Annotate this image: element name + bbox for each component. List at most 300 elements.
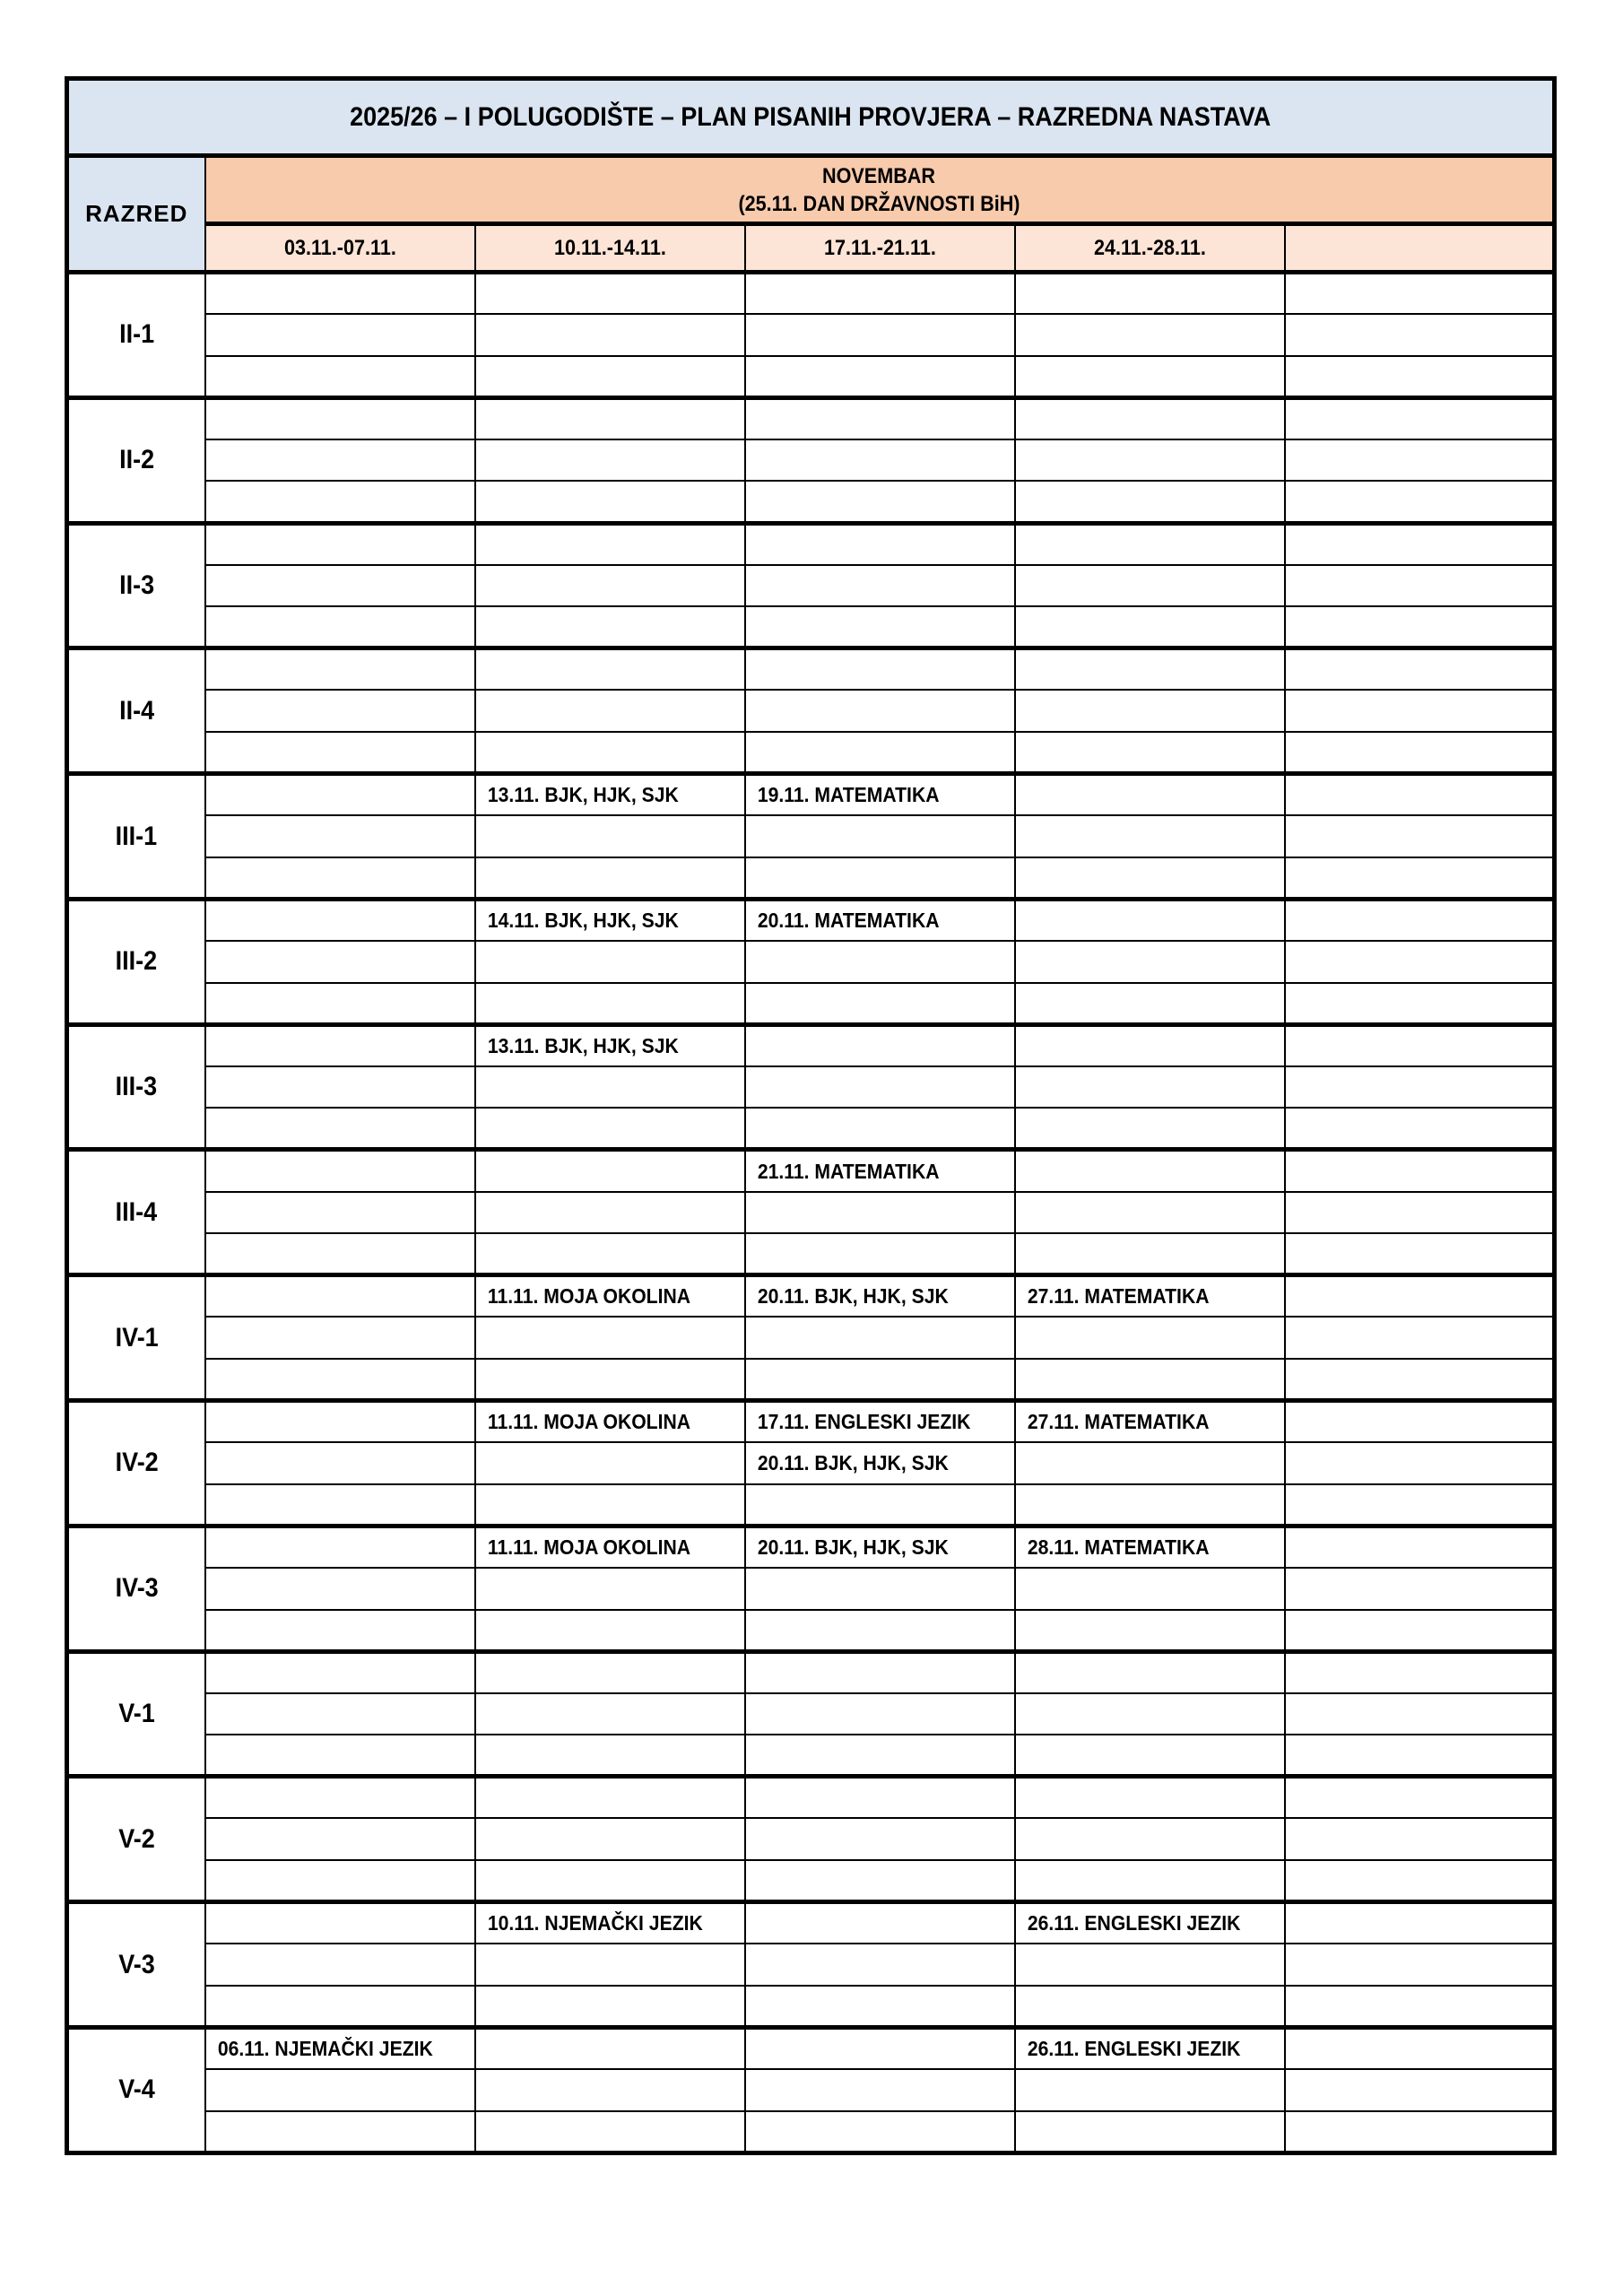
month-header-row [67,156,1555,224]
cell-II-1-week2-row2 [475,314,745,356]
test-entry: 20.11. BJK, HJK, SJK [757,1450,949,1474]
cell-III-3-week5-row3 [1285,1108,1555,1150]
cell-III-4-week3-row3 [745,1233,1015,1275]
cell-III-4-week4-row2 [1015,1192,1285,1234]
class-label-text: II-1 [118,319,154,350]
month-note: (25.11. DAN DRŽAVNOSTI BiH) [738,191,1020,216]
cell-II-2-week4-row3 [1015,481,1285,523]
cell-V-1-week2-row3 [475,1735,745,1777]
schedule-row-IV-2-1 [67,1401,1555,1443]
class-label-text: V-2 [117,1823,155,1854]
cell-III-3-week4-row2 [1015,1066,1285,1109]
cell-III-3-week3-row1 [745,1024,1015,1066]
test-entry: 06.11. NJEMAČKI JEZIK [217,2036,433,2060]
cell-II-1-week1-row3 [205,356,475,398]
cell-III-3-week2-row2 [475,1066,745,1109]
cell-IV-3-week4-row1 [1015,1526,1285,1568]
cell-V-3-week1-row3 [205,1986,475,2028]
schedule-row-V-2-2 [67,1818,1555,1860]
schedule-row-III-4-3 [67,1233,1555,1275]
cell-II-1-week5-row2 [1285,314,1555,356]
cell-II-3-week4-row3 [1015,606,1285,648]
test-entry: 14.11. BJK, HJK, SJK [487,908,679,932]
schedule-row-III-2-3 [67,983,1555,1025]
cell-IV-2-week1-row3 [205,1484,475,1526]
schedule-row-IV-1-1 [67,1275,1555,1318]
cell-IV-3-week2-row3 [475,1610,745,1652]
cell-III-3-week5-row2 [1285,1066,1555,1109]
class-label-text: V-3 [117,1949,155,1979]
class-label-III-4 [67,1150,205,1275]
class-label-III-3 [67,1024,205,1150]
cell-IV-1-week2-row2 [475,1317,745,1359]
cell-V-2-week3-row3 [745,1860,1015,1902]
cell-III-2-week3-row2 [745,941,1015,983]
schedule-row-V-2-1 [67,1777,1555,1819]
cell-III-2-week1-row2 [205,941,475,983]
cell-II-2-week3-row3 [745,481,1015,523]
class-label-II-4 [67,648,205,774]
schedule-row-III-1-3 [67,857,1555,900]
cell-II-4-week2-row2 [475,690,745,732]
cell-II-4-week3-row2 [745,690,1015,732]
cell-V-2-week5-row2 [1285,1818,1555,1860]
cell-II-1-week1-row2 [205,314,475,356]
cell-V-3-week4-row3 [1015,1986,1285,2028]
class-label-IV-3 [67,1526,205,1651]
week-header-2 [475,224,745,273]
cell-II-4-week2-row1 [475,648,745,691]
schedule-row-V-4-2 [67,2069,1555,2111]
cell-V-4-week5-row2 [1285,2069,1555,2111]
schedule-row-IV-1-3 [67,1359,1555,1401]
test-entry: 17.11. ENGLESKI JEZIK [757,1410,970,1434]
cell-II-3-week5-row2 [1285,565,1555,607]
test-entry: 28.11. MATEMATIKA [1027,1535,1210,1559]
cell-IV-2-week2-row2 [475,1442,745,1484]
cell-II-2-week1-row1 [205,397,475,439]
class-label-IV-1 [67,1275,205,1401]
cell-II-3-week3-row2 [745,565,1015,607]
cell-V-1-week3-row2 [745,1693,1015,1735]
schedule-row-III-1-1 [67,774,1555,816]
cell-II-4-week4-row1 [1015,648,1285,691]
cell-II-4-week2-row3 [475,732,745,774]
schedule-row-III-3-1 [67,1024,1555,1066]
test-entry: 11.11. MOJA OKOLINA [487,1535,690,1559]
schedule-row-IV-2-2 [67,1442,1555,1484]
class-label-text: II-3 [118,570,154,600]
cell-II-4-week4-row2 [1015,690,1285,732]
cell-IV-1-week3-row2 [745,1317,1015,1359]
schedule-row-V-4-1 [67,2027,1555,2069]
cell-IV-3-week3-row3 [745,1610,1015,1652]
schedule-row-III-4-1 [67,1150,1555,1192]
cell-III-2-week5-row2 [1285,941,1555,983]
class-label-text: III-4 [115,1196,158,1227]
cell-III-1-week4-row1 [1015,774,1285,816]
cell-IV-2-week4-row3 [1015,1484,1285,1526]
cell-III-3-week1-row3 [205,1108,475,1150]
cell-IV-3-week5-row1 [1285,1526,1555,1568]
month-header [205,156,1555,224]
cell-III-1-week1-row2 [205,815,475,857]
test-entry: 20.11. BJK, HJK, SJK [757,1535,949,1559]
class-label-III-1 [67,774,205,900]
cell-IV-1-week4-row1 [1015,1275,1285,1318]
cell-V-3-week1-row2 [205,1944,475,1986]
cell-IV-3-week1-row3 [205,1610,475,1652]
schedule-row-II-3-1 [67,523,1555,565]
cell-III-4-week4-row3 [1015,1233,1285,1275]
schedule-row-V-2-3 [67,1860,1555,1902]
written-tests-plan-table [65,76,1557,2155]
razred-column-header [67,156,205,273]
cell-II-3-week4-row1 [1015,523,1285,565]
cell-III-4-week2-row1 [475,1150,745,1192]
cell-III-3-week2-row1 [475,1024,745,1066]
test-entry: 10.11. NJEMAČKI JEZIK [487,1911,703,1935]
cell-II-4-week1-row1 [205,648,475,691]
cell-IV-2-week4-row2 [1015,1442,1285,1484]
cell-III-4-week3-row2 [745,1192,1015,1234]
test-entry: 26.11. ENGLESKI JEZIK [1027,2036,1240,2060]
cell-III-4-week1-row1 [205,1150,475,1192]
week-header-3-text: 17.11.-21.11. [823,235,936,260]
schedule-row-II-1-3 [67,356,1555,398]
cell-IV-2-week2-row1 [475,1401,745,1443]
schedule-row-II-1-2 [67,314,1555,356]
cell-V-1-week1-row3 [205,1735,475,1777]
cell-II-1-week3-row2 [745,314,1015,356]
cell-II-3-week2-row3 [475,606,745,648]
cell-II-1-week2-row3 [475,356,745,398]
cell-III-1-week1-row3 [205,857,475,900]
cell-II-3-week3-row3 [745,606,1015,648]
cell-V-1-week3-row3 [745,1735,1015,1777]
cell-II-3-week2-row1 [475,523,745,565]
cell-V-3-week3-row1 [745,1902,1015,1944]
cell-II-4-week5-row1 [1285,648,1555,691]
cell-IV-1-week1-row1 [205,1275,475,1318]
cell-IV-1-week4-row3 [1015,1359,1285,1401]
cell-V-3-week5-row2 [1285,1944,1555,1986]
cell-III-2-week2-row3 [475,983,745,1025]
cell-III-1-week5-row3 [1285,857,1555,900]
schedule-row-V-1-2 [67,1693,1555,1735]
week-header-1-text: 03.11.-07.11. [283,235,396,260]
class-label-text: II-2 [118,445,154,475]
schedule-row-II-2-3 [67,481,1555,523]
schedule-row-II-4-3 [67,732,1555,774]
test-entry: 26.11. ENGLESKI JEZIK [1027,1911,1240,1935]
test-entry: 20.11. BJK, HJK, SJK [757,1284,949,1309]
cell-V-2-week2-row3 [475,1860,745,1902]
cell-IV-1-week3-row3 [745,1359,1015,1401]
test-entry: 13.11. BJK, HJK, SJK [487,1033,679,1057]
cell-II-2-week3-row1 [745,397,1015,439]
cell-III-2-week4-row2 [1015,941,1285,983]
cell-IV-3-week1-row1 [205,1526,475,1568]
cell-III-1-week2-row3 [475,857,745,900]
cell-V-2-week2-row2 [475,1818,745,1860]
week-header-4-text: 24.11.-28.11. [1093,235,1206,260]
cell-V-3-week1-row1 [205,1902,475,1944]
cell-III-3-week2-row3 [475,1108,745,1150]
cell-IV-1-week5-row3 [1285,1359,1555,1401]
cell-II-4-week5-row3 [1285,732,1555,774]
schedule-row-III-1-2 [67,815,1555,857]
cell-IV-3-week4-row2 [1015,1568,1285,1610]
cell-IV-2-week3-row2 [745,1442,1015,1484]
cell-II-4-week3-row1 [745,648,1015,691]
cell-III-1-week4-row3 [1015,857,1285,900]
cell-III-2-week2-row1 [475,899,745,941]
cell-III-1-week4-row2 [1015,815,1285,857]
cell-IV-3-week5-row2 [1285,1568,1555,1610]
cell-II-2-week1-row2 [205,439,475,482]
test-entry: 19.11. MATEMATIKA [757,783,940,807]
class-label-III-2 [67,899,205,1024]
schedule-row-IV-3-2 [67,1568,1555,1610]
cell-III-4-week5-row2 [1285,1192,1555,1234]
cell-III-4-week4-row1 [1015,1150,1285,1192]
cell-III-2-week4-row1 [1015,899,1285,941]
cell-V-1-week1-row2 [205,1693,475,1735]
cell-V-4-week1-row1 [205,2027,475,2069]
cell-II-2-week2-row2 [475,439,745,482]
cell-IV-1-week1-row2 [205,1317,475,1359]
cell-V-2-week5-row3 [1285,1860,1555,1902]
cell-II-3-week5-row1 [1285,523,1555,565]
cell-V-4-week2-row1 [475,2027,745,2069]
week-header-3 [745,224,1015,273]
schedule-row-III-3-2 [67,1066,1555,1109]
cell-V-4-week1-row3 [205,2111,475,2153]
cell-III-4-week2-row3 [475,1233,745,1275]
cell-III-2-week5-row3 [1285,983,1555,1025]
razred-column-header-text: RAZRED [85,200,188,227]
cell-IV-3-week3-row2 [745,1568,1015,1610]
cell-III-4-week3-row1 [745,1150,1015,1192]
cell-V-4-week1-row2 [205,2069,475,2111]
cell-II-4-week1-row3 [205,732,475,774]
cell-III-1-week3-row1 [745,774,1015,816]
cell-III-4-week1-row3 [205,1233,475,1275]
cell-IV-3-week1-row2 [205,1568,475,1610]
cell-II-2-week1-row3 [205,481,475,523]
cell-II-3-week4-row2 [1015,565,1285,607]
cell-II-2-week2-row1 [475,397,745,439]
class-label-text: IV-1 [115,1322,159,1352]
cell-IV-3-week5-row3 [1285,1610,1555,1652]
cell-V-2-week5-row1 [1285,1777,1555,1819]
test-entry: 27.11. MATEMATIKA [1027,1284,1210,1309]
schedule-row-II-4-2 [67,690,1555,732]
cell-V-3-week2-row3 [475,1986,745,2028]
cell-II-3-week1-row1 [205,523,475,565]
test-entry: 21.11. MATEMATIKA [757,1159,940,1183]
schedule-row-IV-3-1 [67,1526,1555,1568]
cell-II-2-week5-row3 [1285,481,1555,523]
class-label-text: V-1 [117,1698,155,1728]
week-header-4 [1015,224,1285,273]
class-label-II-2 [67,397,205,523]
cell-V-4-week3-row2 [745,2069,1015,2111]
cell-III-3-week1-row2 [205,1066,475,1109]
test-entry: 20.11. MATEMATIKA [757,908,940,932]
class-label-text: V-4 [117,2074,155,2105]
cell-V-2-week1-row2 [205,1818,475,1860]
cell-II-2-week2-row3 [475,481,745,523]
cell-V-4-week4-row3 [1015,2111,1285,2153]
class-label-II-1 [67,273,205,398]
cell-II-1-week4-row3 [1015,356,1285,398]
cell-II-4-week1-row2 [205,690,475,732]
table-title [67,79,1555,156]
schedule-row-V-3-2 [67,1944,1555,1986]
cell-III-1-week2-row2 [475,815,745,857]
cell-IV-1-week4-row2 [1015,1317,1285,1359]
class-label-V-3 [67,1902,205,2028]
cell-V-2-week3-row1 [745,1777,1015,1819]
class-label-text: III-2 [115,946,158,977]
cell-II-1-week4-row2 [1015,314,1285,356]
test-entry: 27.11. MATEMATIKA [1027,1410,1210,1434]
cell-IV-2-week5-row3 [1285,1484,1555,1526]
cell-II-1-week3-row3 [745,356,1015,398]
cell-III-4-week5-row3 [1285,1233,1555,1275]
cell-III-2-week5-row1 [1285,899,1555,941]
schedule-row-III-2-2 [67,941,1555,983]
class-label-II-3 [67,523,205,648]
cell-II-4-week3-row3 [745,732,1015,774]
cell-IV-2-week4-row1 [1015,1401,1285,1443]
cell-III-3-week4-row1 [1015,1024,1285,1066]
cell-V-2-week3-row2 [745,1818,1015,1860]
cell-V-2-week4-row3 [1015,1860,1285,1902]
week-header-1 [205,224,475,273]
cell-III-2-week3-row3 [745,983,1015,1025]
cell-V-1-week5-row3 [1285,1735,1555,1777]
schedule-sheet [65,76,1557,2155]
cell-IV-2-week5-row2 [1285,1442,1555,1484]
cell-V-2-week2-row1 [475,1777,745,1819]
cell-II-1-week1-row1 [205,273,475,315]
cell-III-3-week4-row3 [1015,1108,1285,1150]
cell-V-3-week3-row3 [745,1986,1015,2028]
cell-IV-2-week1-row2 [205,1442,475,1484]
cell-IV-3-week3-row1 [745,1526,1015,1568]
cell-V-4-week5-row3 [1285,2111,1555,2153]
cell-II-3-week3-row1 [745,523,1015,565]
cell-II-2-week4-row1 [1015,397,1285,439]
cell-III-4-week2-row2 [475,1192,745,1234]
cell-V-4-week5-row1 [1285,2027,1555,2069]
cell-III-3-week5-row1 [1285,1024,1555,1066]
class-label-text: IV-3 [115,1573,159,1604]
class-label-text: III-1 [115,821,158,851]
cell-IV-2-week1-row1 [205,1401,475,1443]
week-header-5 [1285,224,1555,273]
cell-V-1-week4-row2 [1015,1693,1285,1735]
cell-V-3-week4-row1 [1015,1902,1285,1944]
table-title-text: 2025/26 – I POLUGODIŠTE – PLAN PISANIH PROVJERA – RAZREDNA NASTAVA [350,101,1271,132]
cell-V-3-week2-row1 [475,1902,745,1944]
cell-V-3-week5-row1 [1285,1902,1555,1944]
cell-II-2-week5-row1 [1285,397,1555,439]
cell-V-4-week2-row2 [475,2069,745,2111]
cell-II-4-week4-row3 [1015,732,1285,774]
class-label-V-4 [67,2027,205,2152]
cell-V-2-week1-row3 [205,1860,475,1902]
schedule-row-II-1-1 [67,273,1555,315]
class-label-text: IV-2 [115,1448,159,1478]
cell-V-3-week3-row2 [745,1944,1015,1986]
week-header-row [67,224,1555,273]
schedule-body [67,273,1555,2153]
cell-III-1-week5-row2 [1285,815,1555,857]
schedule-row-II-3-2 [67,565,1555,607]
schedule-row-II-3-3 [67,606,1555,648]
cell-V-3-week4-row2 [1015,1944,1285,1986]
schedule-row-IV-1-2 [67,1317,1555,1359]
cell-V-1-week4-row1 [1015,1651,1285,1693]
schedule-row-III-2-1 [67,899,1555,941]
week-header-2-text: 10.11.-14.11. [553,235,666,260]
test-entry: 11.11. MOJA OKOLINA [487,1410,690,1434]
cell-III-1-week1-row1 [205,774,475,816]
cell-III-2-week1-row1 [205,899,475,941]
cell-V-1-week2-row1 [475,1651,745,1693]
cell-II-4-week5-row2 [1285,690,1555,732]
cell-II-3-week1-row2 [205,565,475,607]
cell-II-1-week5-row3 [1285,356,1555,398]
schedule-row-IV-3-3 [67,1610,1555,1652]
cell-V-1-week3-row1 [745,1651,1015,1693]
cell-V-1-week5-row1 [1285,1651,1555,1693]
cell-V-1-week5-row2 [1285,1693,1555,1735]
cell-II-1-week2-row1 [475,273,745,315]
cell-III-1-week3-row2 [745,815,1015,857]
schedule-row-V-3-1 [67,1902,1555,1944]
class-label-IV-2 [67,1401,205,1526]
cell-II-1-week5-row1 [1285,273,1555,315]
cell-IV-1-week5-row1 [1285,1275,1555,1318]
schedule-row-V-3-3 [67,1986,1555,2028]
class-label-text: III-3 [115,1072,158,1102]
cell-IV-2-week3-row3 [745,1484,1015,1526]
cell-IV-1-week1-row3 [205,1359,475,1401]
cell-V-4-week2-row3 [475,2111,745,2153]
schedule-row-II-2-1 [67,397,1555,439]
cell-III-4-week5-row1 [1285,1150,1555,1192]
cell-IV-3-week4-row3 [1015,1610,1285,1652]
class-label-V-2 [67,1777,205,1902]
cell-IV-1-week2-row3 [475,1359,745,1401]
cell-V-1-week4-row3 [1015,1735,1285,1777]
cell-IV-2-week3-row1 [745,1401,1015,1443]
schedule-row-V-1-1 [67,1651,1555,1693]
schedule-row-III-4-2 [67,1192,1555,1234]
test-entry: 13.11. BJK, HJK, SJK [487,783,679,807]
class-label-text: II-4 [118,695,154,726]
cell-IV-1-week3-row1 [745,1275,1015,1318]
schedule-row-IV-2-3 [67,1484,1555,1526]
cell-V-4-week4-row2 [1015,2069,1285,2111]
schedule-row-III-3-3 [67,1108,1555,1150]
cell-IV-2-week2-row3 [475,1484,745,1526]
